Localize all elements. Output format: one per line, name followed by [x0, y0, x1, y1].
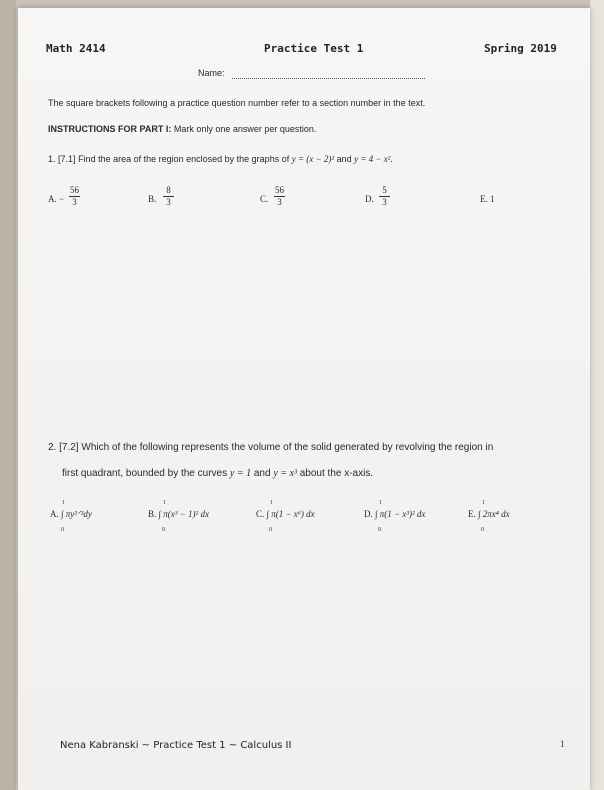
footer-text: Nena Kabranski ~ Practice Test 1 ~ Calculus II [60, 740, 292, 751]
option-letter: B. [148, 194, 157, 204]
q2-option-d[interactable] [364, 509, 425, 519]
q1-option-d-fraction [379, 186, 390, 207]
q1-section: [7.1] [58, 154, 76, 164]
denominator: 3 [382, 197, 387, 207]
numerator: 5 [382, 185, 387, 195]
upper-limit: 1 [482, 500, 485, 506]
option-value: 1 [490, 194, 495, 204]
q2-option-b[interactable] [148, 509, 209, 519]
q1-equation-2: y = 4 − x². [354, 154, 393, 164]
q1-and: and [336, 154, 352, 164]
option-letter: C. [256, 509, 265, 519]
q2-section: [7.2] [59, 442, 79, 453]
option-expression: ∫ 2πx⁴ dx [478, 509, 510, 519]
numerator: 8 [166, 185, 171, 195]
q1-option-a[interactable] [48, 194, 64, 204]
lower-limit: 0 [162, 527, 165, 533]
option-letter: A. [50, 509, 59, 519]
q2-equation-1: y = 1 [229, 468, 252, 479]
numerator: 56 [70, 185, 79, 195]
background-left [0, 0, 16, 790]
q1-option-c-fraction [274, 186, 285, 207]
q1-option-e[interactable] [480, 194, 495, 204]
page-number: 1 [560, 739, 565, 749]
name-label: Name: [198, 68, 225, 78]
lower-limit: 0 [481, 527, 484, 533]
name-line [232, 68, 425, 79]
upper-limit: 1 [62, 500, 65, 506]
lower-limit: 0 [269, 527, 272, 533]
denominator: 3 [277, 197, 282, 207]
instructions-text: Mark only one answer per question. [173, 124, 317, 134]
q1-option-c[interactable] [260, 194, 268, 204]
option-expression: ∫ π(1 − x⁶) dx [266, 509, 315, 519]
q2-equation-2: y = x³ [273, 468, 297, 479]
denominator: 3 [166, 197, 171, 207]
q1-equation-1: y = (x − 2)² [291, 154, 335, 164]
q2-text-2b: about the x-axis. [299, 468, 374, 479]
option-letter: B. [148, 509, 157, 519]
upper-limit: 1 [163, 500, 166, 506]
option-expression: ∫ πy²ᐟ³dy [61, 509, 92, 519]
question-2-stem-line-2 [62, 468, 373, 479]
course-code: Math 2414 [46, 42, 106, 55]
option-letter: D. [364, 509, 373, 519]
q1-option-d[interactable] [365, 194, 374, 204]
q1-option-b[interactable] [148, 194, 156, 204]
test-title: Practice Test 1 [264, 42, 364, 55]
question-2-stem-line-1 [48, 442, 493, 453]
option-letter: E. [480, 194, 488, 204]
option-letter: E. [468, 509, 476, 519]
instructions [48, 124, 316, 134]
q1-text: Find the area of the region enclosed by the graphs of [78, 154, 290, 164]
background-right [590, 0, 604, 790]
option-letter: D. [365, 194, 374, 204]
q1-option-b-fraction [163, 186, 174, 207]
paper-sheet [18, 8, 590, 790]
q2-and: and [253, 468, 271, 479]
q2-number: 2. [48, 442, 57, 453]
term: Spring 2019 [484, 42, 557, 55]
q1-option-a-fraction [69, 186, 80, 207]
question-1-stem [48, 154, 393, 164]
upper-limit: 1 [379, 500, 382, 506]
q2-option-c[interactable] [256, 509, 315, 519]
q2-option-a[interactable] [50, 509, 92, 520]
option-sign: − [59, 194, 65, 204]
q1-number: 1. [48, 154, 56, 164]
option-expression: ∫ π(x³ − 1)² dx [158, 509, 209, 519]
q2-text-1: Which of the following represents the volume of the solid generated by revolving the region in [81, 442, 494, 453]
q2-option-e[interactable] [468, 509, 510, 519]
intro-text: The square brackets following a practice question number refer to a section number in the text. [48, 98, 426, 108]
denominator: 3 [72, 197, 77, 207]
numerator: 56 [275, 185, 284, 195]
option-expression: ∫ π(1 − x³)² dx [375, 509, 426, 519]
option-letter: C. [260, 194, 269, 204]
lower-limit: 0 [61, 527, 64, 533]
q2-text-2a: first quadrant, bounded by the curves [62, 468, 228, 479]
lower-limit: 0 [378, 527, 381, 533]
upper-limit: 1 [270, 500, 273, 506]
instructions-bold: INSTRUCTIONS FOR PART I: [48, 124, 172, 134]
option-letter: A. [48, 194, 57, 204]
